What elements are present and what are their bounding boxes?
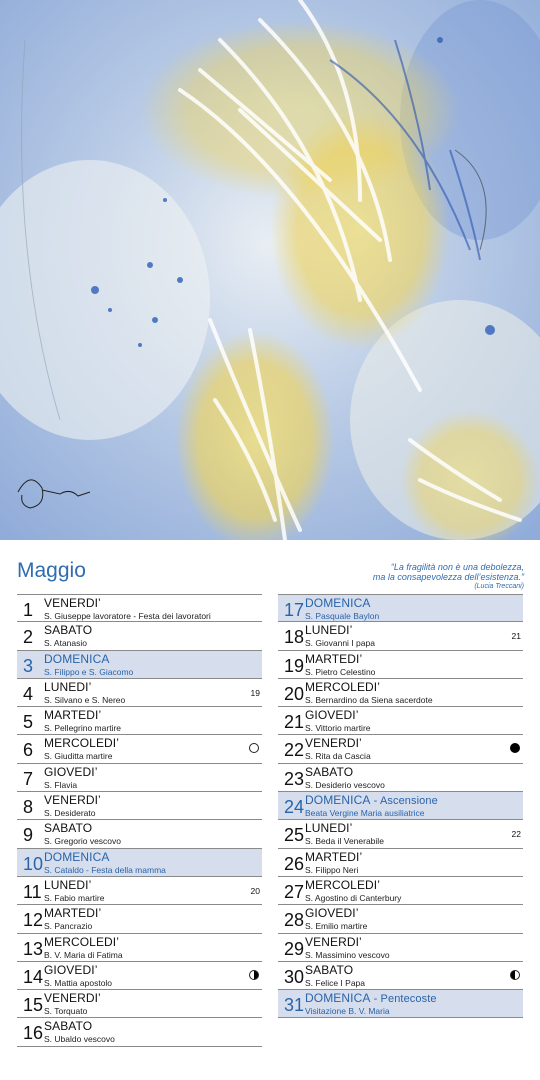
saint-name: S. Giuditta martire (44, 751, 113, 762)
saint-name: S. Pietro Celestino (305, 666, 376, 677)
weekday-name (44, 850, 109, 864)
calendar-day-row (278, 764, 523, 792)
days-column-right (278, 594, 523, 1018)
weekday-label: VENERDI’ (305, 934, 362, 949)
calendar-day-row (278, 651, 523, 679)
full-moon-icon (510, 743, 520, 753)
weekday-label: LUNEDI’ (305, 821, 353, 836)
first-quarter-moon-icon (249, 970, 259, 980)
calendar-day-row (278, 820, 523, 848)
weekday-name (44, 596, 101, 610)
calendar-day-row (278, 622, 523, 650)
calendar-day-row (17, 905, 262, 933)
holiday-label: - Pentecoste (370, 993, 437, 1006)
weekday-name (305, 963, 353, 977)
weekday-label: MERCOLEDI’ (44, 736, 120, 751)
calendar-day-row (17, 594, 262, 622)
new-moon-icon (249, 743, 259, 753)
calendar-day-row (17, 792, 262, 820)
day-number: 30 (284, 966, 305, 987)
day-number: 16 (23, 1023, 44, 1044)
quote-author: (Lucia Treccani) (474, 583, 524, 590)
weekday-label: LUNEDI’ (44, 877, 92, 892)
weekday-name (44, 736, 119, 750)
saint-name: S. Pellegrino martire (44, 723, 122, 734)
weekday-label: GIOVEDI’ (305, 708, 359, 723)
week-number: 20 (250, 885, 260, 896)
weekday-label: DOMENICA (44, 651, 110, 666)
weekday-label: VENERDI’ (44, 596, 101, 610)
saint-name: S. Felice I Papa (305, 977, 366, 988)
weekday-label: GIOVEDI’ (44, 962, 98, 977)
day-number: 17 (284, 600, 305, 620)
weekday-label: VENERDI’ (305, 736, 362, 751)
saint-name: S. Silvano e S. Nereo (44, 694, 126, 705)
weekday-name (44, 821, 92, 835)
weekday-label: SABATO (305, 764, 354, 779)
calendar-day-row (17, 679, 262, 707)
saint-name: S. Torquato (44, 1006, 88, 1017)
calendar-day-row (17, 877, 262, 905)
saint-name: S. Agostino di Canterbury (305, 892, 402, 903)
day-number: 10 (23, 853, 44, 874)
saint-name: B. V. Maria di Fatima (44, 949, 123, 960)
weekday-label: GIOVEDI’ (305, 906, 359, 921)
calendar-day-row (17, 990, 262, 1018)
calendar-day-row (17, 962, 262, 990)
saint-name: S. Desiderio vescovo (305, 779, 385, 790)
saint-name: S. Giovanni I papa (305, 638, 375, 649)
day-number: 2 (23, 627, 34, 648)
saint-name: S. Gregorio vescovo (44, 836, 122, 847)
saint-name: S. Rita da Cascia (305, 751, 371, 762)
calendar-day-row (17, 820, 262, 848)
weekday-name (305, 821, 352, 835)
saint-name: S. Ubaldo vescovo (44, 1034, 115, 1045)
day-number: 1 (23, 600, 34, 620)
calendar-day-row (278, 962, 523, 990)
weekday-label: DOMENICA (305, 793, 371, 808)
weekday-label: MERCOLEDI’ (305, 679, 381, 694)
saint-name: S. Fabio martire (44, 892, 105, 903)
weekday-name (44, 935, 119, 949)
weekday-label: DOMENICA (305, 991, 371, 1006)
day-number: 20 (284, 683, 305, 704)
weekday-label: SABATO (44, 623, 93, 638)
calendar-day-row (278, 934, 523, 962)
day-number: 9 (23, 825, 34, 846)
saint-name: S. Desiderato (44, 808, 96, 819)
calendar-day-row (17, 764, 262, 792)
weekday-name (44, 680, 91, 694)
weekday-name (44, 906, 101, 920)
day-number: 24 (284, 797, 305, 818)
weekday-label: MARTEDI’ (44, 906, 102, 921)
saint-name: S. Atanasio (44, 638, 88, 649)
weekday-name (305, 652, 362, 666)
calendar-day-row (278, 990, 523, 1018)
weekday-label: LUNEDI’ (305, 623, 353, 638)
saint-name: S. Bernardino da Siena sacerdote (305, 694, 433, 705)
week-number: 22 (511, 829, 521, 840)
day-number: 15 (23, 995, 44, 1016)
weekday-label: SABATO (305, 962, 354, 977)
weekday-name (305, 935, 362, 949)
saint-name: S. Vittorio martire (305, 723, 371, 734)
calendar-day-row (17, 651, 262, 679)
weekday-label: SABATO (44, 1019, 93, 1034)
quote-line-1: “La fragilità non è una debolezza, (390, 562, 524, 572)
weekday-name (305, 623, 352, 637)
weekday-name (44, 765, 97, 779)
day-number: 6 (23, 740, 34, 761)
weekday-label: LUNEDI’ (44, 679, 92, 694)
calendar-day-row (278, 594, 523, 622)
weekday-name (44, 991, 101, 1005)
saint-name: S. Pancrazio (44, 921, 93, 932)
calendar-day-row (278, 877, 523, 905)
holiday-label: - Ascensione (370, 795, 438, 808)
weekday-name (305, 680, 380, 694)
saint-name: S. Filippo e S. Giacomo (44, 666, 134, 677)
weekday-name (305, 850, 362, 864)
weekday-name (305, 991, 437, 1005)
weekday-name (305, 878, 380, 892)
calendar-day-row (278, 849, 523, 877)
day-number: 23 (284, 768, 305, 789)
weekday-name (305, 708, 358, 722)
day-number: 12 (23, 910, 44, 931)
weekday-name (305, 596, 370, 610)
calendar-day-row (17, 707, 262, 735)
day-number: 8 (23, 797, 34, 818)
calendar-day-row (17, 849, 262, 877)
day-number: 7 (23, 768, 34, 789)
day-number: 19 (284, 655, 305, 676)
weekday-name (44, 708, 101, 722)
saint-name: S. Emilio martire (305, 921, 368, 932)
saint-name: S. Giuseppe lavoratore - Festa dei lavoratori (44, 611, 211, 621)
month-title: Maggio (17, 559, 86, 582)
weekday-label: MERCOLEDI’ (44, 934, 120, 949)
calendar-day-row (278, 905, 523, 933)
weekday-label: MARTEDI’ (305, 651, 363, 666)
day-number: 29 (284, 938, 305, 959)
day-number: 21 (284, 712, 305, 733)
calendar-day-row (278, 735, 523, 763)
saint-name: S. Mattia apostolo (44, 977, 113, 988)
weekday-label: SABATO (44, 821, 93, 836)
weekday-label: DOMENICA (305, 596, 371, 610)
day-number: 27 (284, 881, 305, 902)
saint-name: S. Cataldo - Festa della mamma (44, 864, 166, 875)
weekday-label: GIOVEDI’ (44, 764, 98, 779)
day-number: 18 (284, 627, 305, 648)
day-number: 25 (284, 825, 305, 846)
day-number: 13 (23, 938, 44, 959)
day-number: 11 (23, 881, 42, 902)
day-number: 31 (284, 995, 305, 1016)
quote-line-2: ma la consapevolezza dell’esistenza.” (372, 572, 524, 582)
weekday-name (305, 736, 362, 750)
day-number: 22 (284, 740, 305, 761)
weekday-label: VENERDI’ (44, 991, 101, 1006)
quote (373, 562, 524, 592)
weekday-name (44, 793, 101, 807)
weekday-name (44, 1019, 92, 1033)
calendar-day-row (278, 679, 523, 707)
last-quarter-moon-icon (510, 970, 520, 980)
saint-name: S. Filippo Neri (305, 864, 359, 875)
weekday-name (305, 765, 353, 779)
weekday-label: MARTEDI’ (44, 708, 102, 723)
weekday-name (44, 623, 92, 637)
calendar-day-row (278, 707, 523, 735)
weekday-name (44, 963, 97, 977)
saint-name: Beata Vergine Maria ausiliatrice (305, 808, 425, 819)
saint-name: S. Pasquale Baylon (305, 611, 380, 621)
calendar-day-row (17, 1018, 262, 1046)
days-column-left (17, 594, 262, 1047)
day-number: 26 (284, 853, 305, 874)
weekday-name (305, 793, 438, 807)
weekday-name (44, 652, 109, 666)
weekday-label: MERCOLEDI’ (305, 877, 381, 892)
day-number: 3 (23, 655, 34, 676)
calendar-day-row (17, 934, 262, 962)
weekday-label: VENERDI’ (44, 793, 101, 808)
week-number: 21 (511, 631, 521, 642)
saint-name: Visitazione B. V. Maria (305, 1006, 390, 1017)
day-number: 14 (23, 966, 44, 987)
week-number: 19 (250, 687, 260, 698)
day-number: 4 (23, 683, 34, 704)
calendar-day-row (17, 622, 262, 650)
day-number: 28 (284, 910, 305, 931)
day-number: 5 (23, 712, 34, 733)
calendar-day-row (17, 735, 262, 763)
saint-name: S. Flavia (44, 779, 78, 790)
calendar-day-row (278, 792, 523, 820)
saint-name: S. Massimino vescovo (305, 949, 390, 960)
saint-name: S. Beda il Venerabile (305, 836, 384, 847)
weekday-label: MARTEDI’ (305, 849, 363, 864)
weekday-name (44, 878, 91, 892)
weekday-name (305, 906, 358, 920)
weekday-label: DOMENICA (44, 849, 110, 864)
